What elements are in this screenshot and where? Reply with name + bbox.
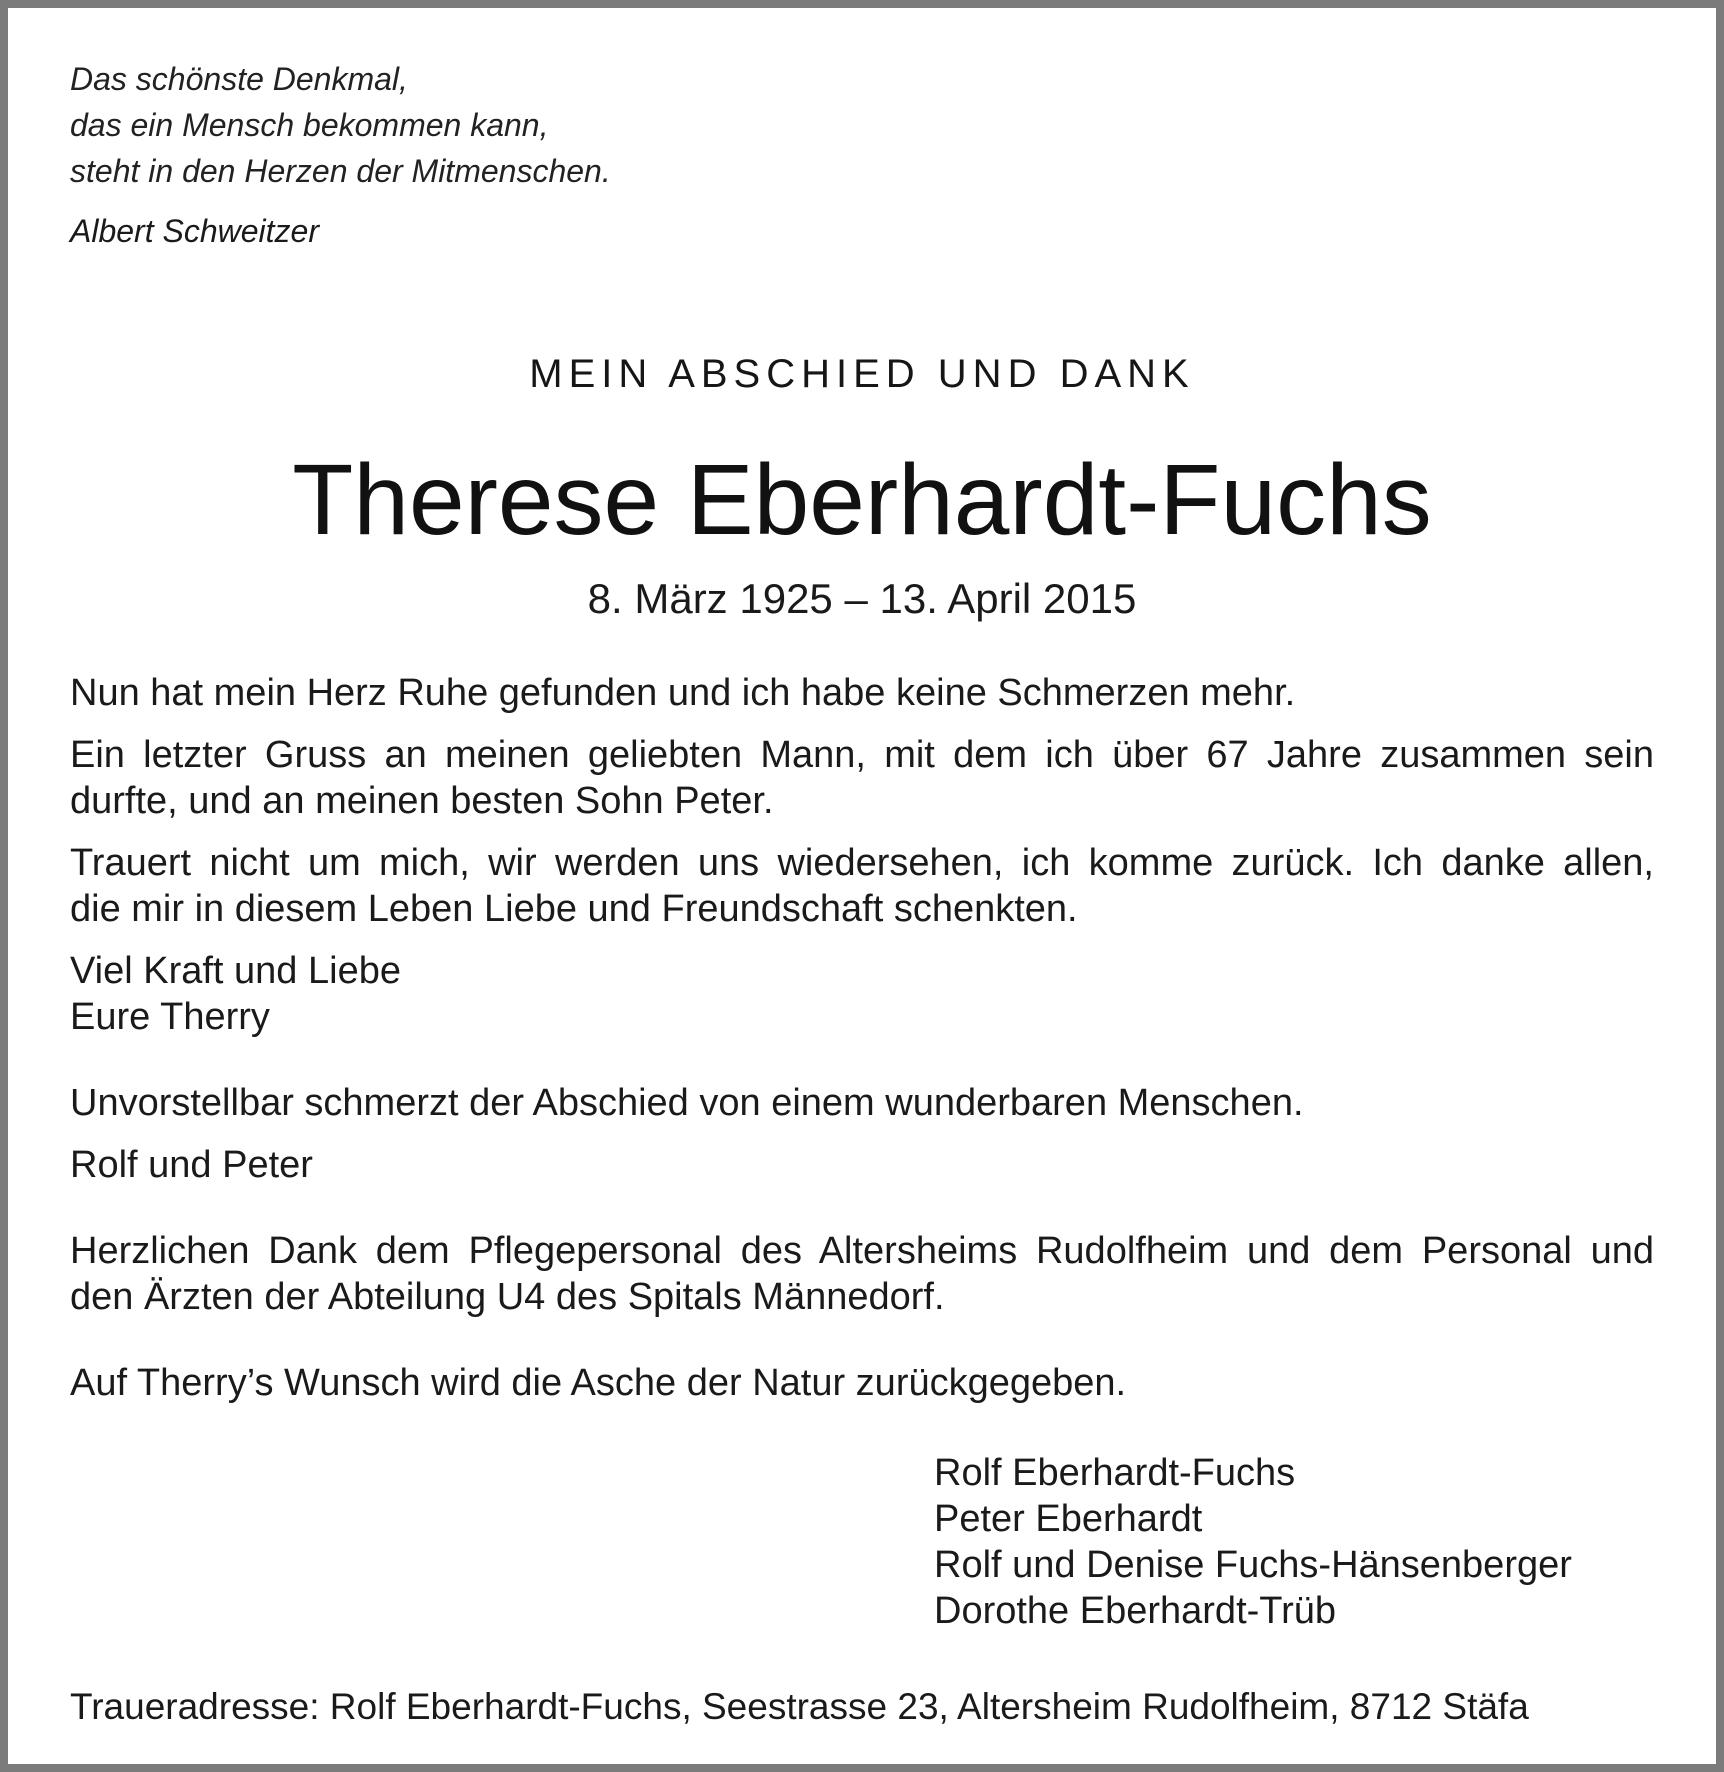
- signature-name: Dorothe Eberhardt-Trüb: [934, 1590, 1337, 1632]
- paragraph-rolf-peter: [70, 1142, 1654, 1188]
- paragraph-ashes-wish: [70, 1360, 1654, 1406]
- paragraph-peace: [70, 670, 1654, 716]
- life-dates: 8. März 1925 – 13. April 2015: [587, 575, 1137, 622]
- text-line: Unvorstellbar schmerzt der Abschied von einem wunderbaren Menschen.: [70, 1082, 1304, 1124]
- text-line: durfte, und an meinen besten Sohn Peter.: [70, 780, 774, 822]
- quote-block: [70, 56, 1654, 194]
- paragraph-signoff-therry: [70, 948, 1654, 1040]
- text-line: Viel Kraft und Liebe: [70, 950, 401, 992]
- text-line: Ein letzter Gruss an meinen geliebten Mann, mit dem ich über 67 Jahre zusammen sein: [70, 734, 1654, 776]
- text-line: Herzlichen Dank dem Pflegepersonal des Altersheims Rudolfheim und dem Personal und: [70, 1230, 1654, 1272]
- text-line: Auf Therry’s Wunsch wird die Asche der Natur zurückgegeben.: [70, 1362, 1127, 1404]
- kicker-headline: MEIN ABSCHIED UND DANK: [529, 352, 1195, 396]
- text-line: Nun hat mein Herz Ruhe gefunden und ich habe keine Schmerzen mehr.: [70, 672, 1296, 714]
- quote-line: das ein Mensch bekommen kann,: [70, 107, 549, 143]
- text-line: Trauert nicht um mich, wir werden uns wiedersehen, ich komme zurück. Ich danke allen,: [70, 842, 1654, 884]
- text-line: Eure Therry: [70, 996, 270, 1038]
- text-line: Rolf und Peter: [70, 1144, 313, 1186]
- paragraph-condolence: [70, 1080, 1654, 1126]
- quote-line: steht in den Herzen der Mitmenschen.: [70, 153, 611, 189]
- paragraph-thanks: [70, 1228, 1654, 1320]
- signature-name: Peter Eberhardt: [934, 1498, 1203, 1540]
- body-text: [70, 670, 1654, 1406]
- mourning-address: Traueradresse: Rolf Eberhardt-Fuchs, Seestrasse 23, Altersheim Rudolfheim, 8712 Stäfa: [70, 1686, 1529, 1727]
- deceased-name: Therese Eberhardt-Fuchs: [292, 444, 1432, 556]
- quote-author: Albert Schweitzer: [70, 213, 319, 249]
- paragraph-do-not-mourn: [70, 840, 1654, 932]
- paragraph-farewell-greeting: [70, 732, 1654, 824]
- signature-name: Rolf und Denise Fuchs-Hänsenberger: [934, 1544, 1572, 1586]
- text-line: die mir in diesem Leben Liebe und Freundschaft schenkten.: [70, 888, 1078, 930]
- signature-name: Rolf Eberhardt-Fuchs: [934, 1452, 1296, 1494]
- signature-block: [934, 1450, 1654, 1634]
- quote-line: Das schönste Denkmal,: [70, 61, 408, 97]
- text-line: den Ärzten der Abteilung U4 des Spitals Männedorf.: [70, 1276, 945, 1318]
